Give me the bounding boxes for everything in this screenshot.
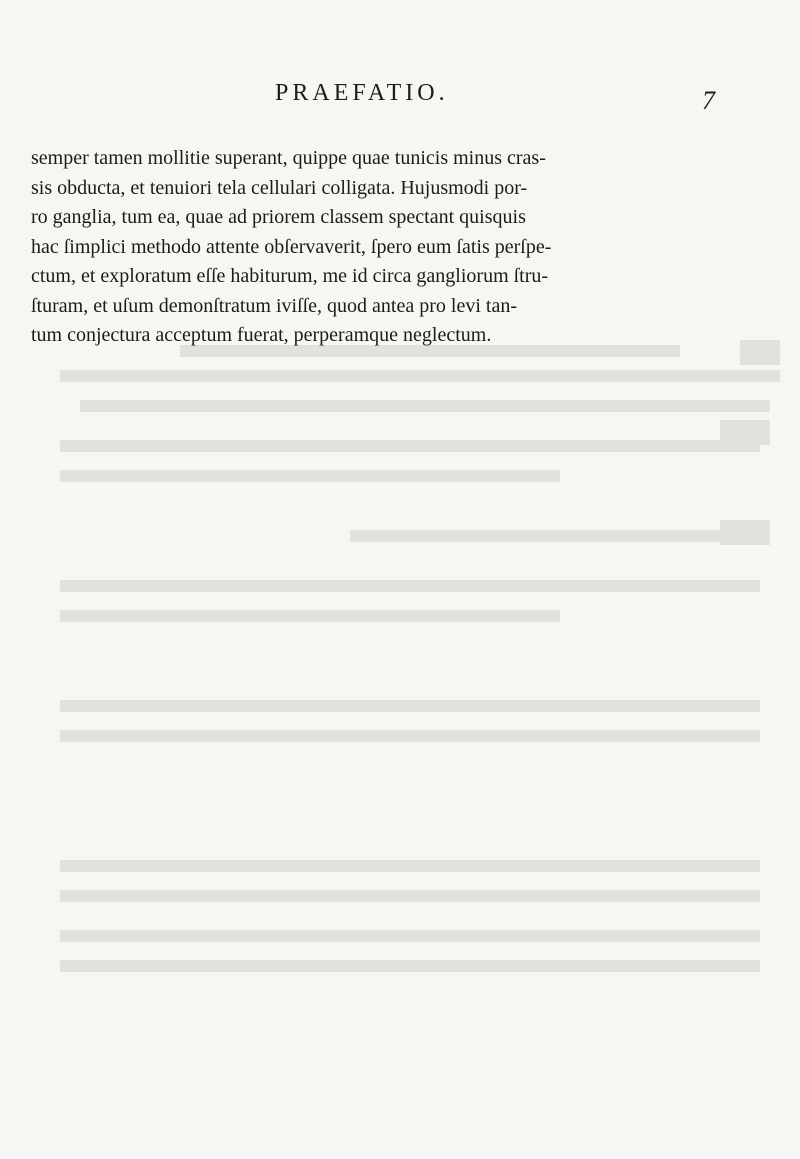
text-line: sis obducta, et tenuiori tela cellulari colligata. Hujusmodi por- — [31, 176, 528, 199]
text-line: hac ſimplici methodo attente obſervaverit, ſpero eum ſatis perſpe- — [31, 235, 552, 258]
text-line: ro ganglia, tum ea, quae ad priorem classem spectant quisquis — [31, 206, 526, 228]
text-line: tum conjectura acceptum fuerat, perperamque neglectum. — [31, 324, 492, 346]
running-header: PRAEFATIO. — [275, 80, 449, 106]
body-paragraph — [31, 144, 771, 351]
text-line: ctum, et exploratum eſſe habiturum, me id circa gangliorum ſtru- — [31, 265, 549, 287]
page-number: 7 — [702, 86, 715, 115]
text-line: ſturam, et uſum demonſtratum iviſſe, quod antea pro levi tan- — [31, 294, 517, 317]
text-line: semper tamen mollitie superant, quippe quae tunicis minus cras- — [31, 147, 546, 169]
